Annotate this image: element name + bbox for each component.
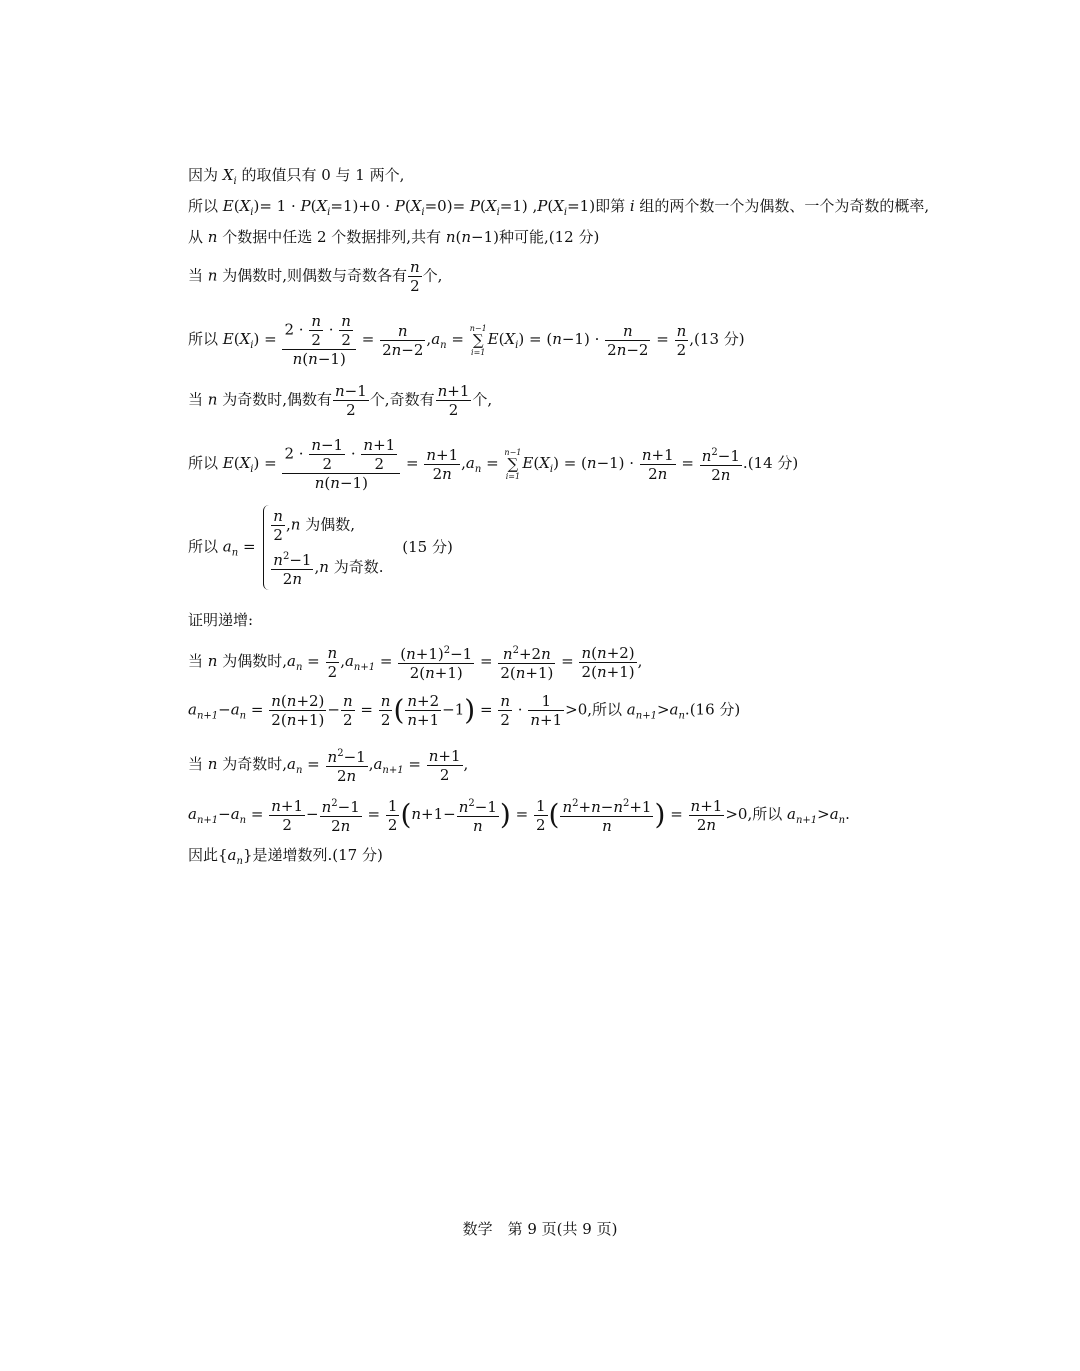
page-footer: 数学 第 9 页(共 9 页) — [462, 1220, 618, 1238]
line-n-odd: 当 n 为奇数时,偶数有 $\frac{n-1}{2}$ 个,奇数有 $\frac{n+1}{2}$ 个, — [188, 382, 493, 419]
line-permutations: 从 n 个数据中任选 2 个数据排列,共有 n(n−1)种可能,(12 分) — [188, 228, 600, 246]
line-expectation: 所以 $E(X_i)= 1 \cdot P(X_i=1)+0 \cdot P(X_i=0)= P(X_i=1)$ $,P(X_i=1)$即第 i 组的两个数一个为偶数、一个为奇数的概率, — [188, 197, 930, 218]
formula-even-expectation: 所以 $E(X_i)$ = 2 · $\frac{n}{2}$ · $\frac{n}{2}$ n(n−1) = $\frac{n}{2n-2}$ $,a_n$ = n−1 ∑ i=1 $E(X_i) = (n-1)$ · $\frac{n}{2n-2}$ = $\frac{n}{2}$ ,(13 分) — [188, 312, 745, 368]
formula-even-difference: $a_{n+1}-a_n$ = $\frac{n(n+2)}{2(n+1)}$ − $\frac{n}{2}$ = $\frac{n}{2}$ ( $\frac{n+2}{n+1}$ −1) = $\frac{n}{2}$ · $\frac{1}{n+1}$ >0,所以 $a_{n+1}>a_n.(16$ 分) — [188, 692, 741, 729]
heading-proof: 证明递增: — [188, 611, 254, 629]
line-xi-values: 因为 $X_i$ 的取值只有 0 与 1 两个, — [188, 166, 405, 187]
line-n-even: 当 n 为偶数时,则偶数与奇数各有 $\frac{n}{2}$ 个, — [188, 258, 443, 295]
formula-odd-expectation: 所以 $E(X_i)$ = 2 · $\frac{n-1}{2}$ · $\frac{n+1}{2}$ n(n−1) = $\frac{n+1}{2n}$ $,a_n$ = n−1 ∑ i=1 $E(X_i) = (n-1)$ · $\frac{n+1}{2n}$ = $\frac{n^2-1}{2n}$ .(14 分) — [188, 436, 799, 492]
line-conclusion: 因此$\{a_n\}$是递增数列.(17 分) — [188, 846, 383, 867]
formula-odd-an-an1: 当 n 为奇数时$,a_n$ = $\frac{n^2-1}{2n}$ $,a_{n+1}$ = $\frac{n+1}{2}$ , — [188, 746, 469, 785]
formula-odd-difference: $a_{n+1}-a_n$ = $\frac{n+1}{2}$ − $\frac{n^2-1}{2n}$ = $\frac{1}{2}$ (n+1− $\frac{n^2-1}{n}$ ) = $\frac{1}{2}$ ( $\frac{n^2+n-n^2+1}{n}$ ) = $\frac{n+1}{2n}$ >0,所以 $a_{n+1}>a_n$. — [188, 796, 850, 835]
formula-even-an-an1: 当 n 为偶数时$,a_n$ = $\frac{n}{2}$ $,a_{n+1}$ = $\frac{(n+1)^2-1}{2(n+1)}$ = $\frac{n^2+2n}{2(n+1)}$ = $\frac{n(n+2)}{2(n+1)}$ , — [188, 643, 643, 682]
formula-piecewise-an: 所以 $a_n$ = $\frac{n}{2}$ ,n 为偶数, $\frac{n^2-1}{2n}$ ,n 为奇数. (15 分) — [188, 507, 453, 588]
